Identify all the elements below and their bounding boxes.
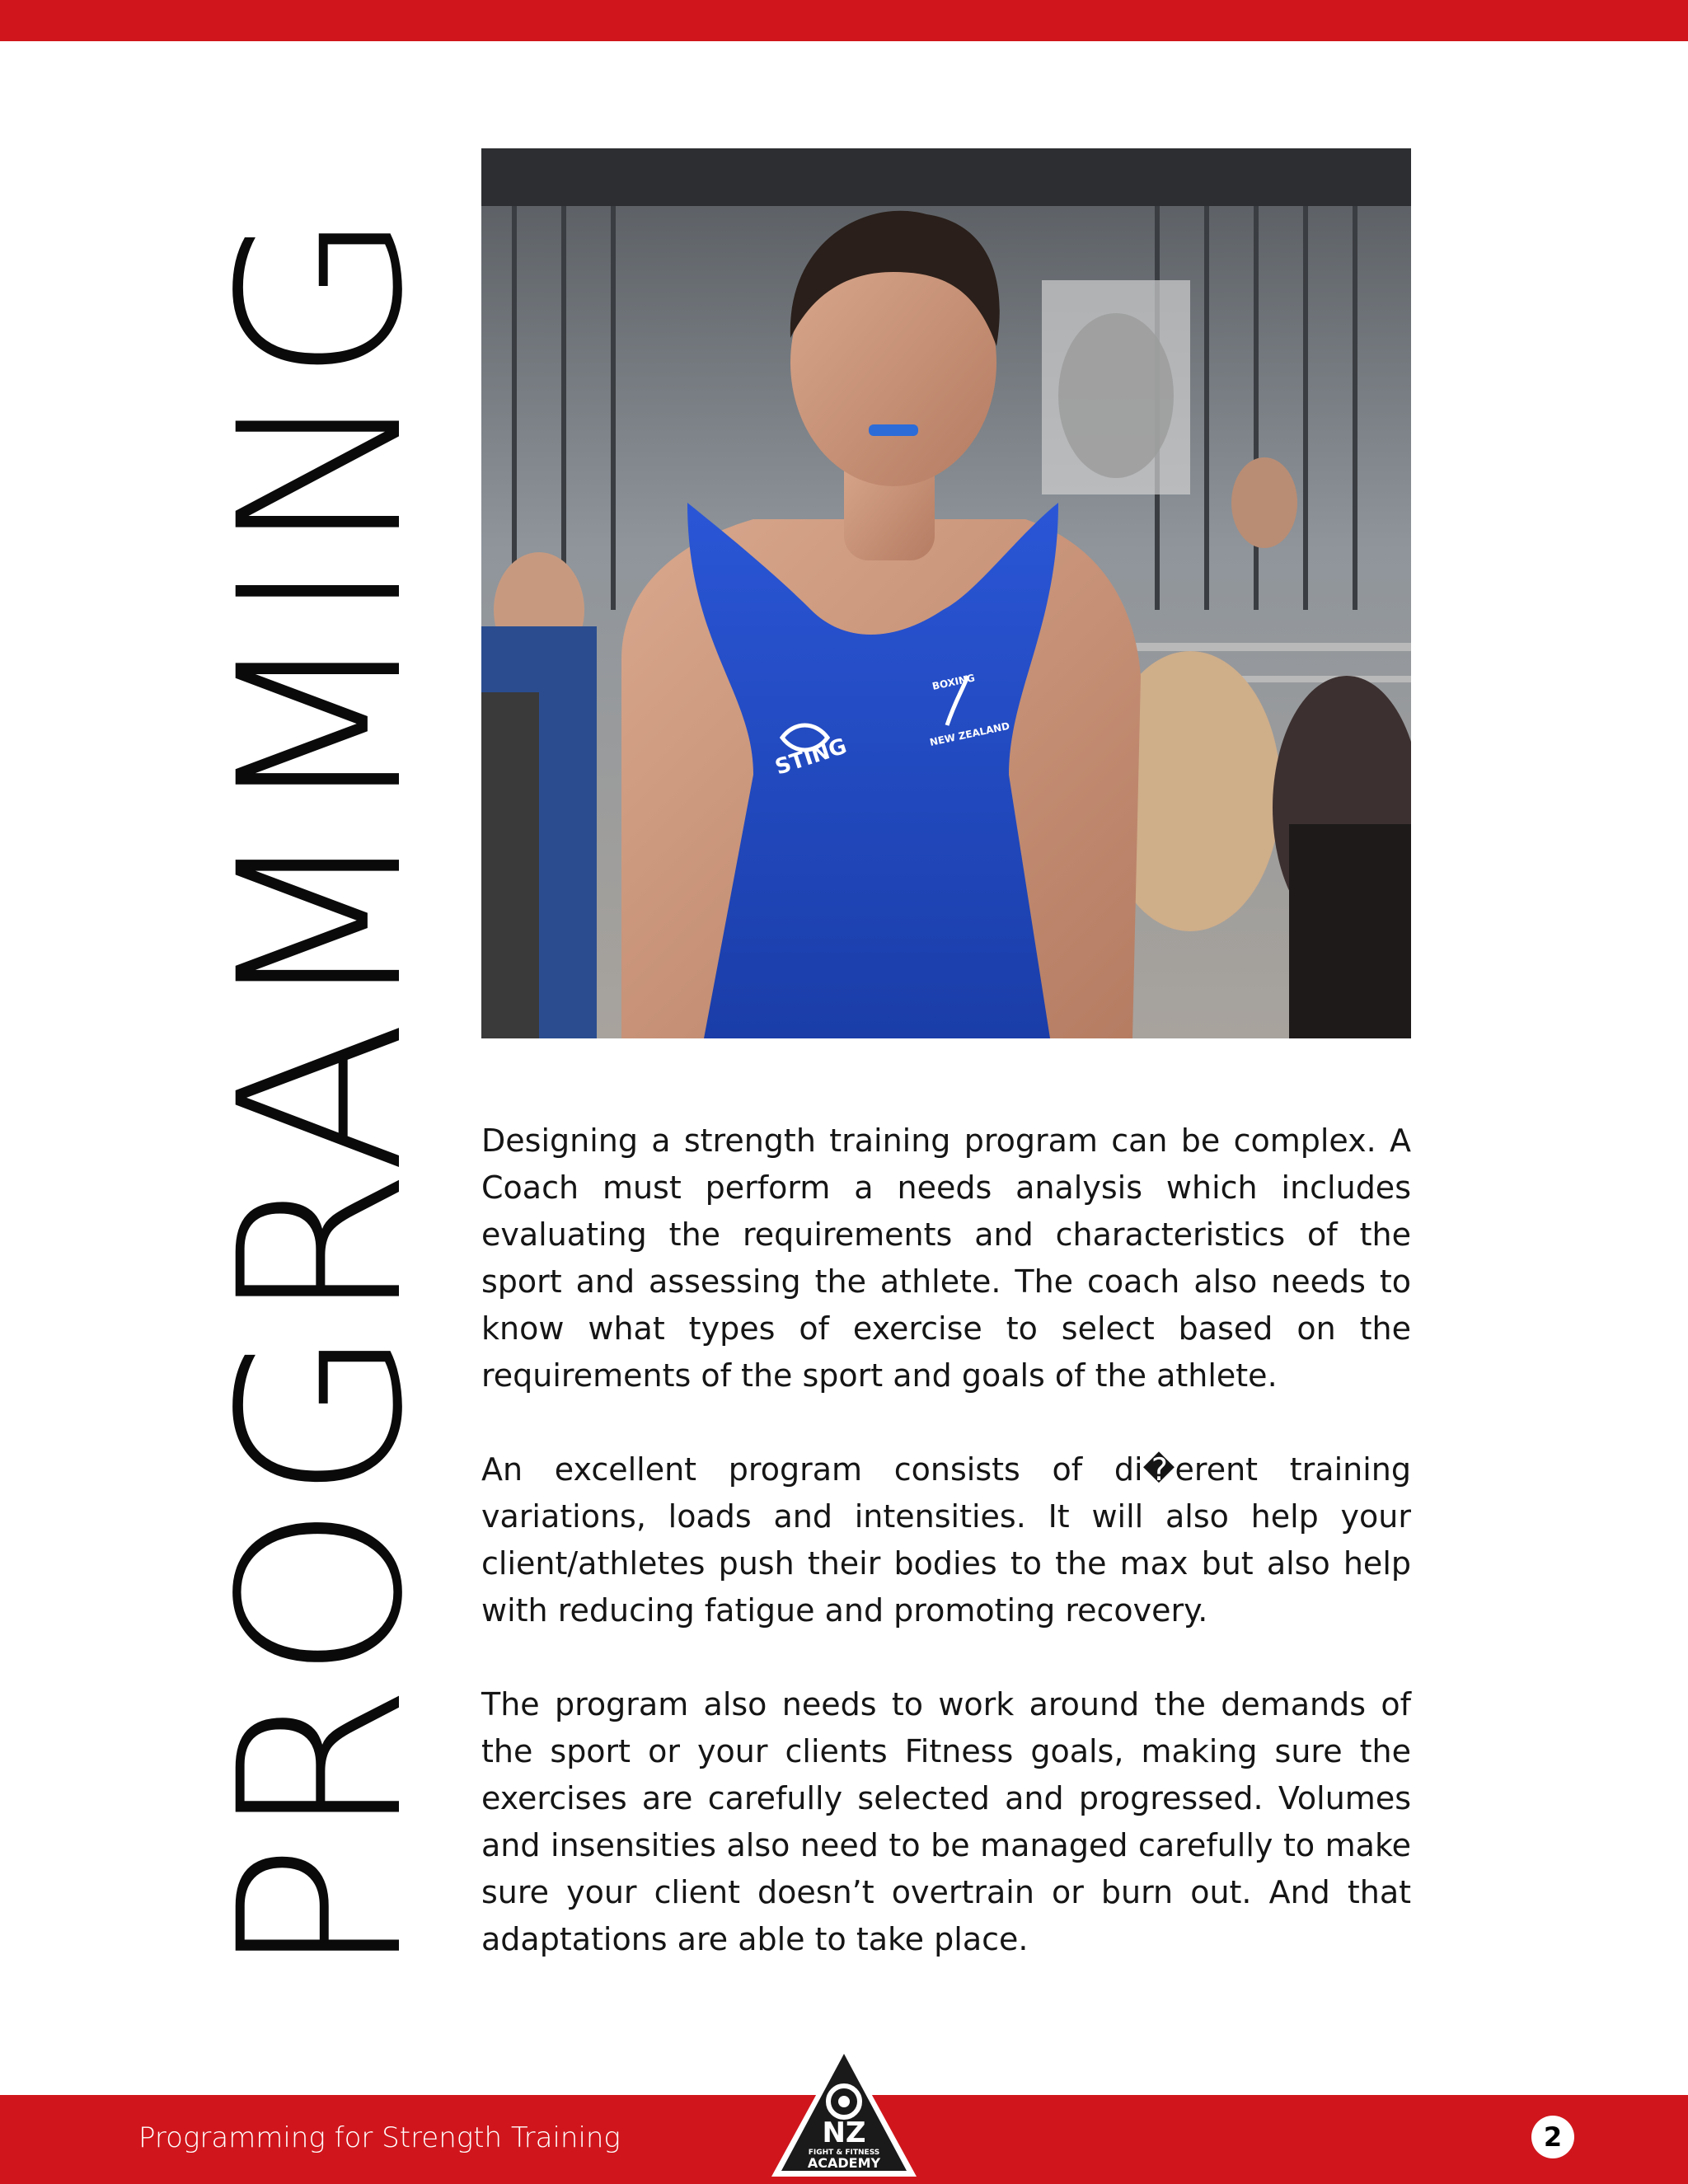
page-title: PROGRAMMING: [192, 206, 452, 1978]
page-number-badge: 2: [1531, 2116, 1574, 2158]
jersey-brand-text: STING: [771, 733, 851, 780]
academy-logo: [770, 2042, 918, 2178]
paragraph: Designing a strength training program can be complex. A Coach must perform a needs analysis which includes evaluating the requirements and characteristics of the sport and assessing the athlete. The coach also needs to know what types of exercise to select based on the requirements of the sport and goals of the athlete.: [481, 1122, 1411, 1394]
logo-text-academy: ACADEMY: [807, 2155, 881, 2171]
logo-text-fight: FIGHT & FITNESS: [808, 2149, 880, 2157]
body-copy: [481, 1118, 1411, 2010]
footer-title: Programming for Strength Training: [138, 2121, 621, 2154]
jersey-text-2: NEW ZEALAND: [928, 719, 1011, 748]
top-accent-bar: [0, 0, 1688, 41]
paragraph: The program also needs to work around the demands of the sport or your clients Fitness goals, making sure the exercises are carefully selected and progressed. Volumes and insensities also need to be managed carefully to make sure your client doesn’t overtrain or burn out. And that adaptations are able to take place.: [481, 1686, 1411, 1957]
logo-text-nz: NZ: [822, 2116, 866, 2149]
paragraph: An excellent program consists of di�erent training variations, loads and intensities. It will also help your client/athletes push their bodies to the max but also help with reducing fatigue and promoting recovery.: [481, 1451, 1411, 1629]
jersey-text-1: BOXING: [931, 672, 977, 692]
hero-photo: [481, 148, 1411, 1038]
